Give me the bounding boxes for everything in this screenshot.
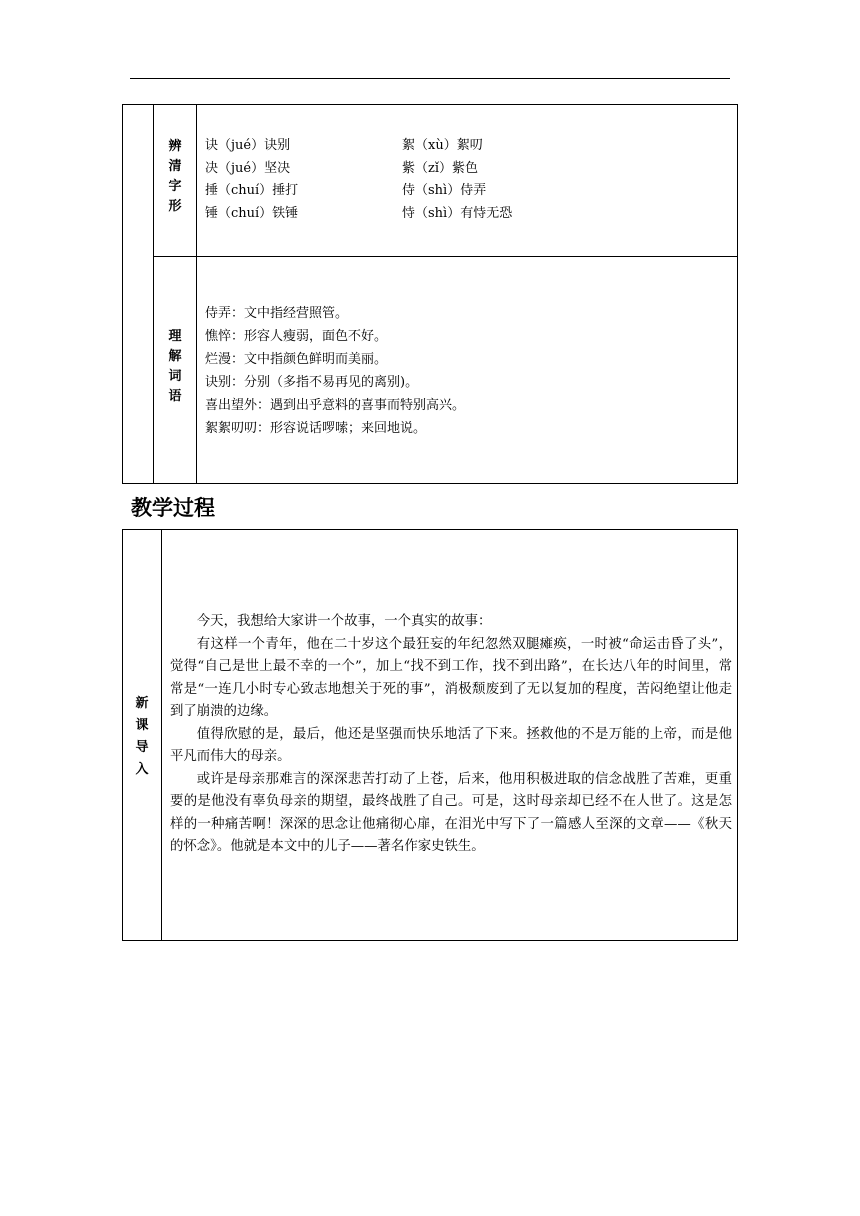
vocabulary-table bbox=[122, 104, 738, 484]
label-char: 入 bbox=[135, 762, 149, 777]
table-margin-column bbox=[123, 105, 154, 483]
glyph-left: 捶（chuí）捶打 bbox=[205, 183, 299, 198]
glyph-left: 锤（chuí）铁锤 bbox=[205, 205, 299, 221]
intro-story bbox=[170, 611, 732, 859]
label-char: 辨 bbox=[168, 139, 182, 154]
label-distinguish-glyphs bbox=[154, 137, 196, 217]
paragraph: 或许是母亲那难言的深深悲苦打动了上苍，后来，他用积极进取的信念战胜了苦难，更重要的是他没有辜负母亲的期望，最终战胜了自己。可是，这时母亲却已经不在人世了。这是怎样的一种痛苦啊！深深的思念让他痛彻心扉，在泪光中写下了一篇感人至深的文章——《秋天的怀念》。他就是本文中的儿子——著名作家史铁生。 bbox=[170, 771, 732, 854]
label-new-lesson-intro bbox=[123, 693, 161, 781]
list-item: 憔悴：形容人瘦弱，面色不好。 bbox=[205, 329, 388, 344]
label-char: 清 bbox=[168, 159, 182, 174]
list-item: 烂漫：文中指颜色鲜明而美丽。 bbox=[205, 352, 388, 367]
label-char: 解 bbox=[168, 349, 182, 364]
lesson-intro-table bbox=[122, 529, 738, 941]
glyph-right: 絮（xù）絮叨 bbox=[402, 138, 483, 153]
glyph-right: 恃（shì）有恃无恐 bbox=[402, 205, 513, 221]
label-char: 字 bbox=[168, 179, 182, 194]
list-item: 絮絮叨叨：形容说话啰嗦；来回地说。 bbox=[205, 421, 427, 436]
row-divider bbox=[154, 256, 737, 257]
label-char: 形 bbox=[168, 199, 182, 214]
label-char: 课 bbox=[135, 718, 149, 733]
label-char: 理 bbox=[168, 329, 182, 344]
list-item bbox=[205, 203, 725, 226]
label-understand-words bbox=[154, 327, 196, 407]
list-item bbox=[205, 158, 725, 181]
paragraph: 值得欣慰的是，最后，他还是坚强而快乐地活了下来。拯救他的不是万能的上帝，而是他平凡而伟大的母亲。 bbox=[170, 726, 732, 764]
glyph-right: 紫（zǐ）紫色 bbox=[402, 160, 479, 176]
label-char: 导 bbox=[135, 740, 149, 755]
list-item bbox=[205, 135, 725, 158]
label-char: 语 bbox=[168, 389, 182, 404]
header-rule bbox=[130, 78, 730, 79]
section-title: 教学过程 bbox=[131, 496, 215, 520]
glyph-left: 决（jué）坚决 bbox=[205, 160, 291, 176]
glyph-left: 诀（jué）诀别 bbox=[205, 138, 291, 153]
list-item: 喜出望外：遇到出乎意料的喜事而特别高兴。 bbox=[205, 398, 466, 413]
label-char: 新 bbox=[135, 696, 149, 711]
term-list bbox=[205, 303, 465, 441]
glyph-list bbox=[205, 135, 725, 225]
glyph-right: 侍（shì）侍弄 bbox=[402, 183, 487, 198]
list-item bbox=[205, 180, 725, 203]
list-item: 侍弄：文中指经营照管。 bbox=[205, 306, 349, 321]
list-item: 诀别：分别（多指不易再见的离别)。 bbox=[205, 375, 419, 390]
paragraph: 今天，我想给大家讲一个故事，一个真实的故事： bbox=[196, 614, 492, 629]
label-char: 词 bbox=[168, 369, 182, 384]
paragraph: 有这样一个青年，他在二十岁这个最狂妄的年纪忽然双腿瘫痪，一时被“命运击昏了头”，觉得“自己是世上最不幸的一个”，加上“找不到工作，找不到出路”，在长达八年的时间里，常常是“一连几小时专心致志地想关于死的事”，消极颓废到了无以复加的程度，苦闷绝望让他走到了崩溃的边缘。 bbox=[170, 636, 732, 719]
